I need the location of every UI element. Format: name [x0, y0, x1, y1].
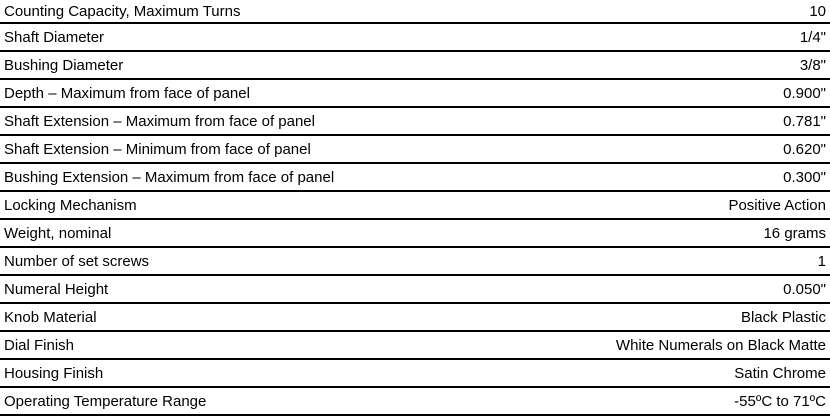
spec-label: Bushing Extension – Maximum from face of panel — [4, 168, 335, 186]
table-row — [0, 80, 830, 108]
spec-value: 16 grams — [763, 224, 826, 242]
spec-label: Dial Finish — [4, 336, 75, 354]
spec-value: Positive Action — [728, 196, 826, 214]
table-row — [0, 248, 830, 276]
table-row — [0, 164, 830, 192]
spec-value: Satin Chrome — [734, 364, 826, 382]
table-row — [0, 108, 830, 136]
spec-label: Bushing Diameter — [4, 56, 124, 74]
spec-value: Black Plastic — [740, 308, 826, 326]
spec-label: Weight, nominal — [4, 224, 112, 242]
spec-value: White Numerals on Black Matte — [615, 336, 826, 354]
spec-label: Shaft Diameter — [4, 28, 105, 46]
table-row — [0, 360, 830, 388]
table-row — [0, 276, 830, 304]
table-row — [0, 304, 830, 332]
spec-label: Housing Finish — [4, 364, 104, 382]
spec-label: Counting Capacity, Maximum Turns — [4, 2, 241, 20]
spec-label: Shaft Extension – Minimum from face of panel — [4, 140, 311, 158]
table-row — [0, 52, 830, 80]
spec-label: Locking Mechanism — [4, 196, 137, 214]
table-row — [0, 192, 830, 220]
spec-value: 3/8" — [799, 56, 826, 74]
spec-label: Knob Material — [4, 308, 97, 326]
spec-value: 0.900" — [783, 84, 826, 102]
spec-label: Depth – Maximum from face of panel — [4, 84, 250, 102]
spec-value: 0.620" — [783, 140, 826, 158]
spec-value: 0.781" — [783, 112, 826, 130]
spec-value: 1 — [817, 252, 826, 270]
spec-value: 1/4" — [799, 28, 826, 46]
spec-value: 0.050" — [783, 280, 826, 298]
spec-label: Shaft Extension – Maximum from face of panel — [4, 112, 315, 130]
table-row — [0, 220, 830, 248]
spec-label: Numeral Height — [4, 280, 109, 298]
table-row — [0, 332, 830, 360]
spec-label: Number of set screws — [4, 252, 150, 270]
spec-value: -55ºC to 71ºC — [734, 392, 826, 410]
table-row — [0, 136, 830, 164]
spec-label: Operating Temperature Range — [4, 392, 207, 410]
table-row — [0, 388, 830, 416]
spec-value: 0.300" — [783, 168, 826, 186]
table-row — [0, 0, 830, 24]
spec-value: 10 — [809, 2, 826, 20]
table-row — [0, 24, 830, 52]
